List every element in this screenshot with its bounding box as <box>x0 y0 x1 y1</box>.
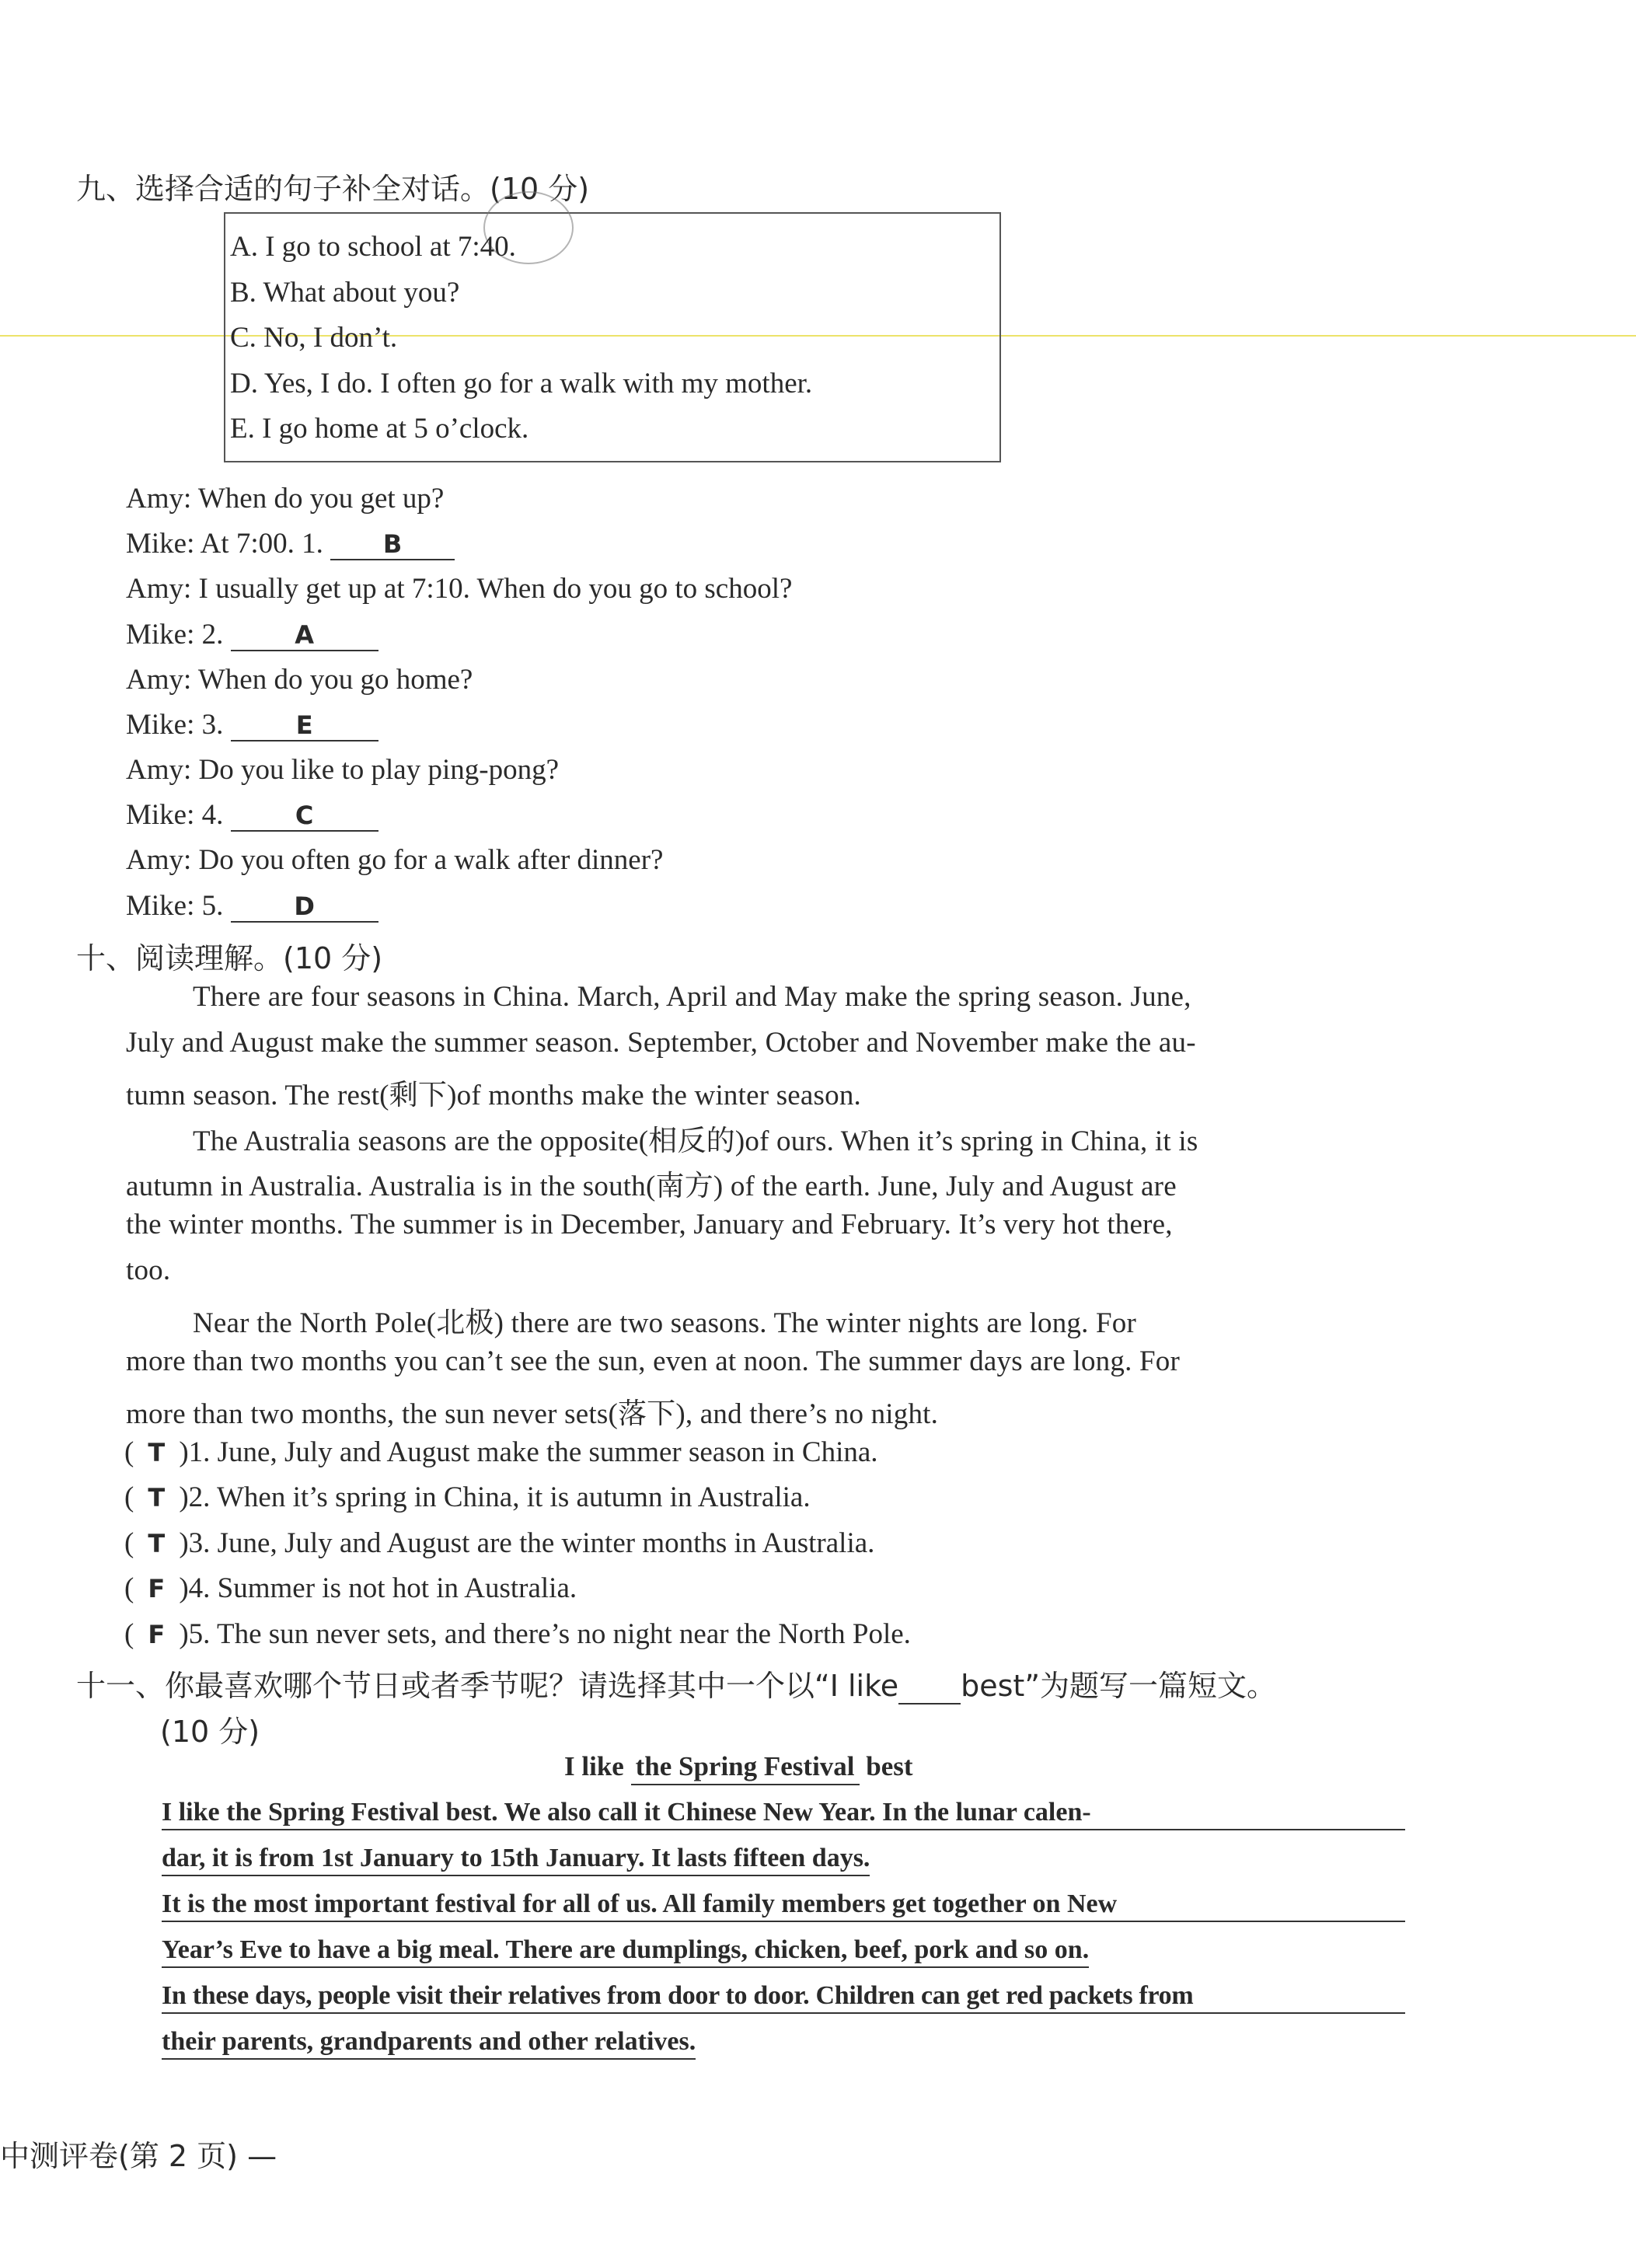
judgement-item: ( T )1. June, July and August make the summer season in China. <box>124 1436 878 1468</box>
passage-line: tumn season. The rest(剩下)of months make the winter season. <box>126 1080 861 1111</box>
judgement-answer: T <box>148 1483 166 1513</box>
dialogue-line: Amy: When do you go home? <box>126 664 473 696</box>
essay-line: dar, it is from 1st January to 15th January. It lasts fifteen days. <box>162 1844 870 1876</box>
dialogue-line: Mike: At 7:00. 1. B <box>126 527 455 560</box>
judgement-item: ( T )2. When it’s spring in China, it is autumn in Australia. <box>124 1481 811 1513</box>
essay-line: Year’s Eve to have a big meal. There are dumplings, chicken, beef, pork and so on. <box>162 1935 1089 1968</box>
dialogue-line: Mike: 3. E <box>126 708 378 741</box>
essay-title: I like the Spring Festival best <box>564 1751 913 1785</box>
option-e: E. I go home at 5 o’clock. <box>230 413 529 445</box>
passage-line: too. <box>126 1254 171 1286</box>
answer-blank: D <box>231 891 378 923</box>
passage-line: the winter months. The summer is in December, January and February. It’s very hot there, <box>126 1209 1173 1240</box>
page-footer: 中测评卷(第 2 页) — <box>0 2139 277 2173</box>
dialogue-line: Amy: When do you get up? <box>126 483 445 515</box>
passage-line: more than two months you can’t see the sun, even at noon. The summer days are long. For <box>126 1345 1180 1377</box>
essay-line: In these days, people visit their relatives from door to door. Children can get red packets from <box>162 1981 1405 2014</box>
passage-line: Near the North Pole(北极) there are two seasons. The winter nights are long. For <box>193 1307 1137 1339</box>
judgement-item: ( T )3. June, July and August are the winter months in Australia. <box>124 1527 875 1559</box>
essay-line: their parents, grandparents and other relatives. <box>162 2027 696 2060</box>
answer-blank: E <box>231 710 378 741</box>
section10-heading: 十、阅读理解。(10 分) <box>76 941 383 975</box>
judgement-item: ( F )5. The sun never sets, and there’s no night near the North Pole. <box>124 1618 911 1650</box>
judgement-answer: T <box>148 1529 166 1558</box>
section11-points: (10 分) <box>160 1715 260 1749</box>
dialogue-line: Amy: Do you like to play ping-pong? <box>126 754 559 786</box>
judgement-answer: T <box>148 1438 166 1467</box>
section11-heading: 十一、你最喜欢哪个节日或者季节呢？请选择其中一个以“I like best”为题写一篇短文。 <box>76 1669 1277 1703</box>
passage-line: The Australia seasons are the opposite(相反的)of ours. When it’s spring in China, it is <box>193 1125 1198 1157</box>
dialogue-line: Mike: 5. D <box>126 889 378 923</box>
heading-blank <box>898 1669 961 1704</box>
dialogue-line: Mike: 4. C <box>126 798 378 832</box>
option-a: A. I go to school at 7:40. <box>230 231 516 263</box>
essay-line: I like the Spring Festival best. We also call it Chinese New Year. In the lunar calen- <box>162 1798 1405 1830</box>
passage-line: July and August make the summer season. September, October and November make the au- <box>126 1027 1196 1059</box>
judgement-answer: F <box>148 1620 166 1649</box>
answer-blank: C <box>231 801 378 832</box>
dialogue-line: Amy: Do you often go for a walk after dinner? <box>126 844 664 876</box>
dialogue-line: Mike: 2. A <box>126 618 378 651</box>
passage-line: There are four seasons in China. March, April and May make the spring season. June, <box>193 981 1191 1013</box>
option-d: D. Yes, I do. I often go for a walk with my mother. <box>230 368 813 400</box>
judgement-answer: F <box>148 1574 166 1603</box>
answer-blank: B <box>330 529 455 560</box>
passage-line: autumn in Australia. Australia is in the south(南方) of the earth. June, July and August are <box>126 1171 1177 1202</box>
judgement-item: ( F )4. Summer is not hot in Australia. <box>124 1572 577 1604</box>
answer-blank: A <box>231 620 378 651</box>
dialogue-line: Amy: I usually get up at 7:10. When do you go to school? <box>126 573 793 605</box>
essay-line: It is the most important festival for all of us. All family members get together on New <box>162 1889 1405 1922</box>
passage-line: more than two months, the sun never sets(落下), and there’s no night. <box>126 1398 939 1430</box>
option-c: C. No, I don’t. <box>230 322 398 354</box>
section9-heading: 九、选择合适的句子补全对话。(10 分) <box>76 172 590 206</box>
essay-title-fill: the Spring Festival <box>631 1751 860 1785</box>
option-b: B. What about you? <box>230 277 460 309</box>
